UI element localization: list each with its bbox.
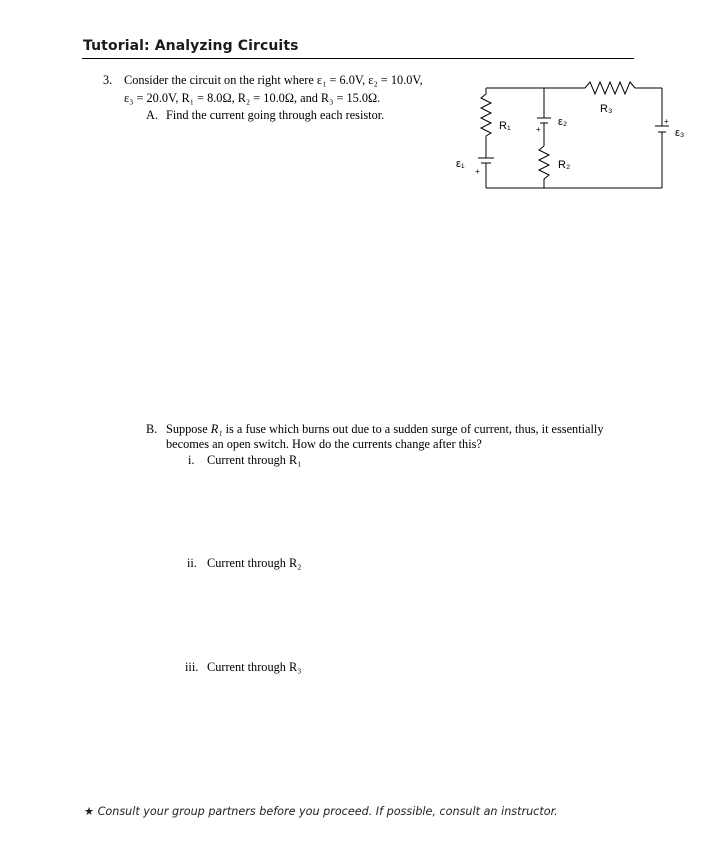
label-r1: R₁ [499, 120, 511, 132]
label-e3: ε₃ [675, 127, 685, 139]
subpart-i-label: i. [188, 453, 195, 467]
subpart-ii-label: ii. [187, 556, 197, 570]
r1-resistor [481, 94, 491, 136]
subpart-i-text: Current through R₁ [207, 453, 302, 467]
part-a-label: A. [146, 108, 158, 122]
part-b-line-1-post: is a fuse which burns out due to a sudden surge of current, thus, it essentially [222, 422, 604, 436]
subpart-iii-text: Current through R₃ [207, 660, 302, 674]
problem-number: 3. [103, 73, 113, 87]
footer-note [84, 805, 558, 818]
part-b-line-2: becomes an open switch. How do the currents change after this? [166, 437, 482, 451]
r2-resistor [539, 146, 549, 179]
page-title: Tutorial: Analyzing Circuits [83, 38, 299, 54]
plus-e3: + [664, 117, 669, 126]
label-r3: R₃ [600, 103, 613, 115]
part-b-fuse-variable: R₁ [210, 422, 223, 436]
subpart-ii-text: Current through R₂ [207, 556, 302, 570]
subpart-iii-label: iii. [185, 660, 199, 674]
label-e1: ε₁ [456, 158, 465, 170]
problem-statement-line-1: Consider the circuit on the right where ε₁ = 6.0V, ε₂ = 10.0V, [124, 73, 423, 87]
part-b-line-1-pre: Suppose [166, 422, 211, 436]
problem-statement-line-2: ε₃ = 20.0V, R₁ = 8.0Ω, R₂ = 10.0Ω, and R₃ = 15.0Ω. [124, 91, 381, 105]
title-divider [82, 58, 634, 59]
part-b-label: B. [146, 422, 158, 436]
part-b-line-1 [166, 422, 603, 437]
footer-note-text: Consult your group partners before you proceed. If possible, consult an instructor. [97, 805, 558, 818]
label-e2: ε₂ [558, 116, 568, 128]
star-icon: ★ [84, 805, 95, 818]
r3-resistor [585, 82, 635, 94]
plus-e1: + [475, 167, 480, 176]
circuit-diagram [440, 70, 700, 195]
part-a-text: Find the current going through each resistor. [166, 108, 385, 122]
label-r2: R₂ [558, 159, 571, 171]
plus-e2: + [536, 125, 541, 134]
